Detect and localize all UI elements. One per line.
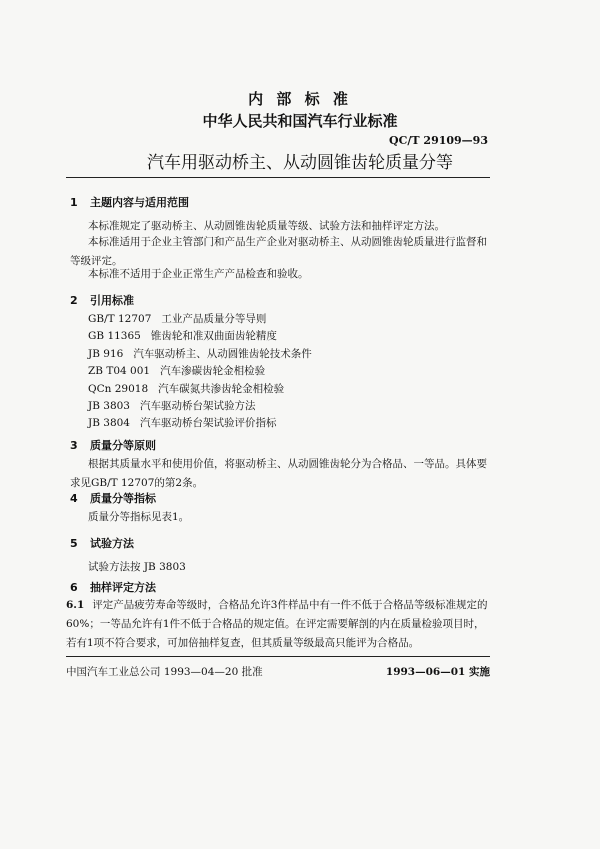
section-6-heading: 6 抽样评定方法	[70, 581, 156, 594]
footer-rule	[66, 656, 490, 657]
reference-code: JB 916	[88, 347, 124, 360]
clause-number: 6.1	[66, 599, 85, 611]
section-1-heading: 1 主题内容与适用范围	[70, 196, 189, 209]
reference-code: GB 11365	[88, 330, 141, 343]
reference-code: ZB T04 001	[88, 365, 151, 378]
reference-name: 汽车碳氮共渗齿轮金相检验	[158, 382, 285, 395]
section-1-para-3: 本标准不适用于企业正常生产产品检查和验收。	[88, 268, 309, 280]
reference-code: GB/T 12707	[88, 313, 152, 325]
industry-standard-label: 中华人民共和国汽车行业标准	[202, 112, 398, 130]
title-rule	[66, 177, 490, 178]
reference-code: JB 3804	[88, 417, 130, 430]
section-3-para-1: 根据其质量水平和使用价值，将驱动桥主、从动圆锥齿轮分为合格品、一等品。具体要求见GB/T 12707的第2条。	[70, 458, 487, 489]
reference-item	[88, 311, 266, 326]
reference-name: 汽车驱动桥主、从动圆锥齿轮技术条件	[133, 347, 312, 360]
reference-item	[88, 346, 312, 361]
reference-name: 锥齿轮和准双曲面齿轮精度	[150, 330, 277, 343]
reference-item	[88, 415, 277, 430]
reference-item	[88, 363, 265, 378]
section-2-heading: 2 引用标准	[70, 294, 134, 307]
reference-item	[88, 381, 284, 396]
section-1-para-1: 本标准规定了驱动桥主、从动圆锥齿轮质量等级、试验方法和抽样评定方法。	[88, 220, 445, 232]
reference-name: 汽车驱动桥台架试验方法	[140, 400, 256, 412]
reference-code: QCn 29018	[88, 382, 149, 395]
section-5-para-1: 试验方法按 JB 3803	[88, 561, 186, 573]
reference-name: 工业产品质量分等导则	[161, 313, 267, 325]
standard-code: QC/T 29109—93	[389, 134, 488, 147]
reference-item	[88, 328, 277, 343]
section-6-1-para: 6.1 评定产品疲劳寿命等级时，合格品允许3件样品中有一件不低于合格品等级标准规定的60%；一等品允许有1件不低于合格品的规定值。在评定需要解剖的内在质量检验项目时，若有1项不符合要求，可加倍抽样复查，但其质量等级最高只能评为合格品。	[66, 599, 488, 649]
section-4-para-1: 质量分等指标见表1。	[88, 511, 190, 523]
reference-item	[88, 398, 256, 413]
section-5-heading: 5 试验方法	[70, 537, 134, 550]
reference-code: JB 3803	[88, 400, 130, 412]
reference-name: 汽车驱动桥台架试验评价指标	[140, 417, 277, 430]
section-4-heading: 4 质量分等指标	[70, 492, 156, 505]
section-3-heading: 3 质量分等原则	[70, 439, 156, 452]
document-title: 汽车用驱动桥主、从动圆锥齿轮质量分等	[147, 153, 453, 173]
internal-standard-label: 内 部 标 准	[248, 90, 352, 108]
effective-date: 1993—06—01 实施	[385, 666, 490, 678]
reference-name: 汽车渗碳齿轮金相检验	[160, 365, 266, 378]
approval-line: 中国汽车工业总公司 1993—04—20 批准	[66, 666, 263, 678]
section-1-para-2: 本标准适用于企业主管部门和产品生产企业对驱动桥主、从动圆锥齿轮质量进行监督和等级评定。	[70, 236, 487, 267]
